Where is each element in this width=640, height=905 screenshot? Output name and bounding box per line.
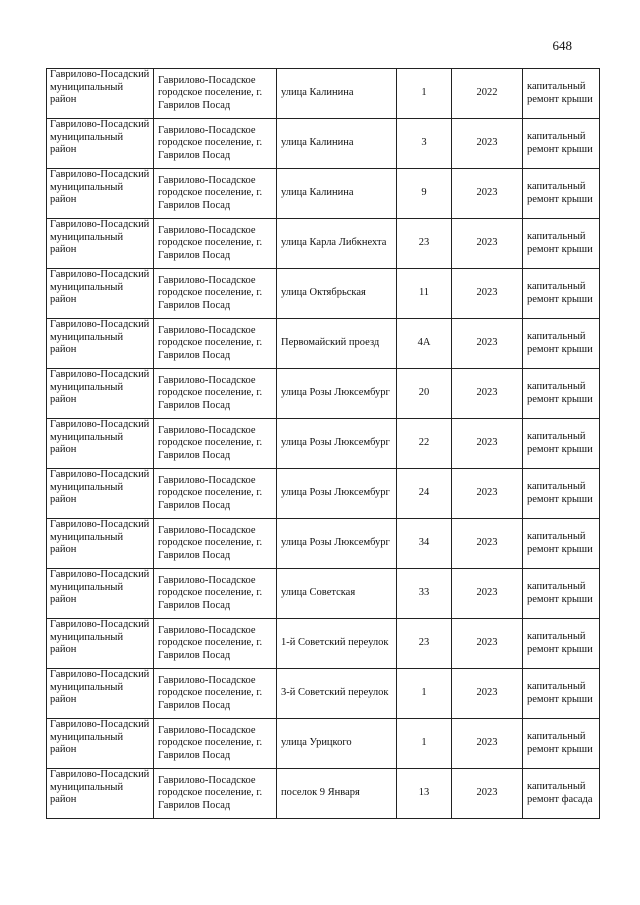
settlement-cell: Гаврилово-Посадское городское поселение, г. Гаврилов Посад xyxy=(154,319,277,369)
work-type-cell: капитальный ремонт крыши xyxy=(523,619,600,669)
work-type-cell: капитальный ремонт крыши xyxy=(523,469,600,519)
year-cell: 2023 xyxy=(452,569,523,619)
settlement-cell: Гаврилово-Посадское городское поселение, г. Гаврилов Посад xyxy=(154,369,277,419)
house-number-cell: 9 xyxy=(397,169,452,219)
work-type-cell: капитальный ремонт крыши xyxy=(523,419,600,469)
year-cell: 2023 xyxy=(452,469,523,519)
district-cell: Гаврилово-Посадский муниципальный район xyxy=(47,619,154,669)
district-cell: Гаврилово-Посадский муниципальный район xyxy=(47,119,154,169)
district-cell: Гаврилово-Посадский муниципальный район xyxy=(47,369,154,419)
house-number-cell: 4А xyxy=(397,319,452,369)
table-row xyxy=(47,769,600,819)
district-cell: Гаврилово-Посадский муниципальный район xyxy=(47,469,154,519)
district-cell: Гаврилово-Посадский муниципальный район xyxy=(47,169,154,219)
year-cell: 2023 xyxy=(452,719,523,769)
table-row xyxy=(47,419,600,469)
year-cell: 2023 xyxy=(452,169,523,219)
year-cell: 2023 xyxy=(452,519,523,569)
year-cell: 2023 xyxy=(452,619,523,669)
work-type-cell: капитальный ремонт крыши xyxy=(523,319,600,369)
table-row xyxy=(47,469,600,519)
street-cell: улица Розы Люксембург xyxy=(277,469,397,519)
work-type-cell: капитальный ремонт крыши xyxy=(523,69,600,119)
table-row xyxy=(47,269,600,319)
table-body xyxy=(47,69,600,819)
table-row xyxy=(47,319,600,369)
street-cell: Первомайский проезд xyxy=(277,319,397,369)
year-cell: 2023 xyxy=(452,369,523,419)
work-type-cell: капитальный ремонт крыши xyxy=(523,669,600,719)
house-number-cell: 24 xyxy=(397,469,452,519)
street-cell: улица Розы Люксембург xyxy=(277,519,397,569)
district-cell: Гаврилово-Посадский муниципальный район xyxy=(47,769,154,819)
repair-schedule-table xyxy=(46,68,600,819)
work-type-cell: капитальный ремонт крыши xyxy=(523,119,600,169)
settlement-cell: Гаврилово-Посадское городское поселение, г. Гаврилов Посад xyxy=(154,169,277,219)
street-cell: улица Калинина xyxy=(277,69,397,119)
house-number-cell: 1 xyxy=(397,69,452,119)
district-cell: Гаврилово-Посадский муниципальный район xyxy=(47,569,154,619)
table-row xyxy=(47,219,600,269)
settlement-cell: Гаврилово-Посадское городское поселение, г. Гаврилов Посад xyxy=(154,469,277,519)
street-cell: улица Карла Либкнехта xyxy=(277,219,397,269)
year-cell: 2023 xyxy=(452,769,523,819)
settlement-cell: Гаврилово-Посадское городское поселение, г. Гаврилов Посад xyxy=(154,769,277,819)
house-number-cell: 1 xyxy=(397,719,452,769)
table-row xyxy=(47,169,600,219)
district-cell: Гаврилово-Посадский муниципальный район xyxy=(47,719,154,769)
year-cell: 2023 xyxy=(452,269,523,319)
settlement-cell: Гаврилово-Посадское городское поселение, г. Гаврилов Посад xyxy=(154,119,277,169)
street-cell: улица Калинина xyxy=(277,119,397,169)
house-number-cell: 13 xyxy=(397,769,452,819)
table-row xyxy=(47,119,600,169)
house-number-cell: 3 xyxy=(397,119,452,169)
house-number-cell: 33 xyxy=(397,569,452,619)
table-row xyxy=(47,569,600,619)
table-row xyxy=(47,519,600,569)
table-row xyxy=(47,69,600,119)
work-type-cell: капитальный ремонт крыши xyxy=(523,219,600,269)
street-cell: улица Советская xyxy=(277,569,397,619)
settlement-cell: Гаврилово-Посадское городское поселение, г. Гаврилов Посад xyxy=(154,619,277,669)
house-number-cell: 1 xyxy=(397,669,452,719)
work-type-cell: капитальный ремонт крыши xyxy=(523,169,600,219)
street-cell: улица Урицкого xyxy=(277,719,397,769)
table-row xyxy=(47,719,600,769)
district-cell: Гаврилово-Посадский муниципальный район xyxy=(47,269,154,319)
year-cell: 2023 xyxy=(452,669,523,719)
settlement-cell: Гаврилово-Посадское городское поселение, г. Гаврилов Посад xyxy=(154,69,277,119)
work-type-cell: капитальный ремонт крыши xyxy=(523,369,600,419)
settlement-cell: Гаврилово-Посадское городское поселение, г. Гаврилов Посад xyxy=(154,669,277,719)
house-number-cell: 23 xyxy=(397,619,452,669)
settlement-cell: Гаврилово-Посадское городское поселение, г. Гаврилов Посад xyxy=(154,219,277,269)
work-type-cell: капитальный ремонт крыши xyxy=(523,269,600,319)
settlement-cell: Гаврилово-Посадское городское поселение, г. Гаврилов Посад xyxy=(154,419,277,469)
street-cell: 1-й Советский переулок xyxy=(277,619,397,669)
street-cell: улица Калинина xyxy=(277,169,397,219)
table-row xyxy=(47,619,600,669)
table-row xyxy=(47,369,600,419)
settlement-cell: Гаврилово-Посадское городское поселение, г. Гаврилов Посад xyxy=(154,569,277,619)
house-number-cell: 22 xyxy=(397,419,452,469)
settlement-cell: Гаврилово-Посадское городское поселение, г. Гаврилов Посад xyxy=(154,719,277,769)
district-cell: Гаврилово-Посадский муниципальный район xyxy=(47,519,154,569)
district-cell: Гаврилово-Посадский муниципальный район xyxy=(47,219,154,269)
table-row xyxy=(47,669,600,719)
work-type-cell: капитальный ремонт крыши xyxy=(523,569,600,619)
work-type-cell: капитальный ремонт крыши xyxy=(523,719,600,769)
street-cell: улица Октябрьская xyxy=(277,269,397,319)
district-cell: Гаврилово-Посадский муниципальный район xyxy=(47,69,154,119)
year-cell: 2023 xyxy=(452,119,523,169)
work-type-cell: капитальный ремонт крыши xyxy=(523,519,600,569)
year-cell: 2023 xyxy=(452,419,523,469)
district-cell: Гаврилово-Посадский муниципальный район xyxy=(47,419,154,469)
street-cell: поселок 9 Января xyxy=(277,769,397,819)
page-number: 648 xyxy=(552,38,572,53)
street-cell: 3-й Советский переулок xyxy=(277,669,397,719)
house-number-cell: 11 xyxy=(397,269,452,319)
street-cell: улица Розы Люксембург xyxy=(277,369,397,419)
house-number-cell: 34 xyxy=(397,519,452,569)
settlement-cell: Гаврилово-Посадское городское поселение, г. Гаврилов Посад xyxy=(154,269,277,319)
district-cell: Гаврилово-Посадский муниципальный район xyxy=(47,319,154,369)
street-cell: улица Розы Люксембург xyxy=(277,419,397,469)
settlement-cell: Гаврилово-Посадское городское поселение, г. Гаврилов Посад xyxy=(154,519,277,569)
year-cell: 2023 xyxy=(452,319,523,369)
house-number-cell: 23 xyxy=(397,219,452,269)
house-number-cell: 20 xyxy=(397,369,452,419)
district-cell: Гаврилово-Посадский муниципальный район xyxy=(47,669,154,719)
year-cell: 2022 xyxy=(452,69,523,119)
work-type-cell: капитальный ремонт фасада xyxy=(523,769,600,819)
year-cell: 2023 xyxy=(452,219,523,269)
